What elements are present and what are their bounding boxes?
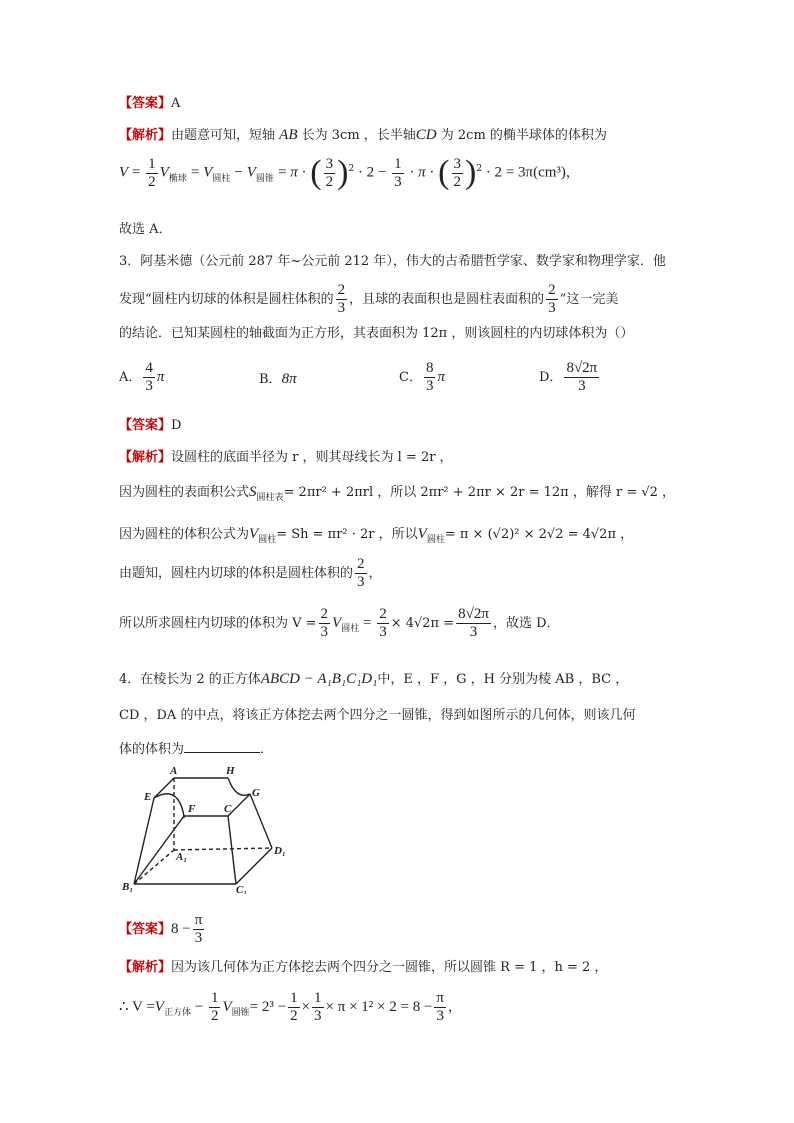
analysis-text: 设圆柱的底面半径为 r ，则其母线长为 l = 2r ， xyxy=(171,450,453,465)
q3-text: ”这一完美 xyxy=(559,292,619,307)
q3-analysis-line1 xyxy=(119,446,453,465)
analysis-text: = π × (√2)² × 2√2 = 4√2π ， xyxy=(444,527,634,542)
analysis-text: × π × 1² × 2 = 8 − xyxy=(325,999,433,1015)
option-den: 3 xyxy=(145,378,153,394)
q3-analysis-line4: 由题知，圆柱内切球的体积是圆柱体积的 $\frac{2}{3}$ ， xyxy=(119,556,382,590)
label-b1: B₁ xyxy=(122,881,134,893)
analysis-text: 由题意可知，短轴 xyxy=(171,128,276,143)
punct: ， xyxy=(447,1000,461,1015)
analysis-text: × 4√2π = xyxy=(390,616,455,631)
analysis-text: 所以所求圆柱内切球的体积为 V = xyxy=(119,616,317,631)
geometry-figure xyxy=(118,764,298,894)
analysis-text: 因为该几何体为正方体挖去两个四分之一圆锥，所以圆锥 R = 1 ，h = 2 ， xyxy=(171,960,608,975)
answer-tag: 【答案】 xyxy=(119,922,172,937)
option-value: 8π xyxy=(281,371,297,387)
q2-answer-line xyxy=(119,92,180,111)
option-label: A． xyxy=(119,370,142,385)
analysis-tag: 【解析】 xyxy=(119,128,172,143)
label-a1: A₁ xyxy=(176,851,188,863)
answer-value: 8 − xyxy=(171,921,191,937)
answer-tag: 【答案】 xyxy=(119,418,172,433)
sub-ellipsoid: 椭球 xyxy=(168,173,187,184)
analysis-text: = Sh = πr² · 2r ，所以 xyxy=(276,527,418,542)
option-a xyxy=(119,360,164,395)
option-num: 8√2π xyxy=(566,360,598,376)
q4-text: 4．在棱长为 2 的正方体 xyxy=(119,672,261,687)
answer-den: 3 xyxy=(194,930,203,946)
q3-answer-line xyxy=(119,414,181,433)
answer-value: D xyxy=(171,418,182,433)
label-a: A xyxy=(170,765,178,777)
punct: ． xyxy=(260,742,274,757)
analysis-text: = 2πr² + 2πrl ，所以 2πr² + 2πr × 2r = 12π ，解得 r = √2 ， xyxy=(283,485,676,500)
sub-cylinder: 圆柱 xyxy=(258,535,277,545)
option-label: C． xyxy=(399,370,422,385)
answer-value: A xyxy=(171,96,181,111)
q3-text: 发现“圆柱内切球的体积是圆柱体积的 xyxy=(119,292,334,307)
option-tail: π xyxy=(156,369,165,385)
sub-cylinder: 圆柱 xyxy=(426,535,445,545)
analysis-text: 为 2cm 的椭半球体的体积为 xyxy=(440,128,607,143)
label-d1: D₁ xyxy=(274,845,286,857)
label-e: E xyxy=(144,791,152,803)
q4-text: 体的体积为 xyxy=(119,742,185,757)
label-f: F xyxy=(188,803,196,815)
option-label: D． xyxy=(539,370,563,385)
segment-cd: CD xyxy=(415,127,437,143)
label-g: G xyxy=(252,787,260,799)
q3-line2: 发现“圆柱内切球的体积是圆柱体积的 $\frac{2}{3}$ ，且球的表面积也是圆柱表面积的 $\frac{2}{3}$ ”这一完美 xyxy=(119,282,619,316)
q4-analysis-line2: ∴ $V =V_{正方体}$ − $\frac{1}{2}$ $V_{圆锥}= 2^3$ − $\frac{1}{2}$ × $\frac{1}{3}$ × π × 1² × 2 = 8 − $\frac{\pi}{3}$ ， xyxy=(119,990,461,1024)
q3-line3: 的结论．已知某圆柱的轴截面为正方形，其表面积为 12π ，则该圆柱的内切球体积为（） xyxy=(119,326,634,341)
answer-num: π xyxy=(194,912,203,928)
q4-analysis-line1 xyxy=(119,956,607,975)
q4-text: 中，E ，F ，G ，H 分别为棱 AB ，BC ， xyxy=(377,672,629,687)
option-num: 8 xyxy=(425,360,434,376)
sub-cube: 正方体 xyxy=(163,1008,191,1018)
q3-analysis-line5: 所以所求圆柱内切球的体积为 V = $\frac{2}{3}$ $V_{圆柱}$ = $\frac{2}{3}$ × 4√2π = $\frac{8√2\pi}{3}$ ，故选 D． xyxy=(119,606,560,640)
q3-text: ，且球的表面积也是圆柱表面积的 xyxy=(349,292,545,307)
cube-name: ABCD − A₁B₁C₁D₁ xyxy=(260,671,378,687)
analysis-tag: 【解析】 xyxy=(119,960,172,975)
label-c: C xyxy=(224,803,232,815)
label-h: H xyxy=(226,765,235,777)
option-den: 3 xyxy=(578,378,586,394)
q3-line1: 3．阿基米德（公元前 287 年~公元前 212 年），伟大的古希腊哲学家、数学家和物理学家．他 xyxy=(119,254,666,269)
analysis-text: = 2³ − xyxy=(249,999,287,1015)
sub-cone: 圆锥 xyxy=(231,1008,250,1018)
segment-ab: AB xyxy=(279,127,298,143)
analysis-text: ∴ V = xyxy=(119,999,155,1015)
option-tail: π xyxy=(437,369,445,385)
q2-conclusion: 故选 A． xyxy=(119,222,172,237)
q4-answer-line xyxy=(119,912,206,947)
formula-result: = 3π xyxy=(505,164,534,181)
sub-cylinder: 圆柱 xyxy=(212,173,231,184)
option-d xyxy=(539,360,601,395)
punct: ， xyxy=(565,165,579,181)
analysis-tag: 【解析】 xyxy=(119,450,172,465)
sub-cone: 圆锥 xyxy=(255,173,274,184)
analysis-text: 长为 3cm ，长半轴 xyxy=(301,128,416,143)
answer-blank xyxy=(184,740,260,753)
analysis-text: 因为圆柱的表面积公式 xyxy=(119,485,250,500)
q3-analysis-line3: 因为圆柱的体积公式为$V_{圆柱}= Sh = \pi r^2 \cdot 2r$ ，所以$V_{圆柱}= \pi \times (√2)^2 \times 2√2 = 4√2\pi$ ， xyxy=(119,526,634,545)
q4-line3 xyxy=(119,738,273,757)
q2-formula: V = $\frac{1}{2}$ $V_{椭球} = V_{圆柱} - V_{圆锥} = \pi$ · ( $\frac{3}{2}$ )$^2$ · 2 − $\frac{1}{3}$ · π · ( $\frac{3}{2}$ )$^2$ · 2 = 3π(cm³)， xyxy=(119,154,579,191)
label-c1: C₁ xyxy=(236,884,248,894)
answer-tag: 【答案】 xyxy=(119,96,172,111)
q4-line2: CD ，DA 的中点，将该正方体挖去两个四分之一圆锥，得到如图所示的几何体，则该几何 xyxy=(119,708,636,723)
sub-cylinder: 圆柱 xyxy=(341,624,360,634)
analysis-text: ，故选 D． xyxy=(492,616,560,631)
option-c xyxy=(399,360,445,395)
sub-surface: 圆柱表 xyxy=(256,493,284,503)
analysis-text: 因为圆柱的体积公式为 xyxy=(119,527,250,542)
q2-analysis-line xyxy=(119,124,607,144)
q4-line1 xyxy=(119,668,628,688)
option-num: 4 xyxy=(145,360,153,376)
q3-analysis-line2: 因为圆柱的表面积公式$S_{圆柱表}= 2\pi r^2 + 2\pi rl$ ，所以 2πr² + 2πr × 2r = 12π ，解得 r = √2 ， xyxy=(119,484,676,503)
option-label: B． xyxy=(259,372,282,387)
formula-unit: (cm³) xyxy=(533,164,566,181)
analysis-text: 由题知，圆柱内切球的体积是圆柱体积的 xyxy=(119,566,354,581)
option-b xyxy=(259,368,297,388)
option-den: 3 xyxy=(425,378,434,394)
